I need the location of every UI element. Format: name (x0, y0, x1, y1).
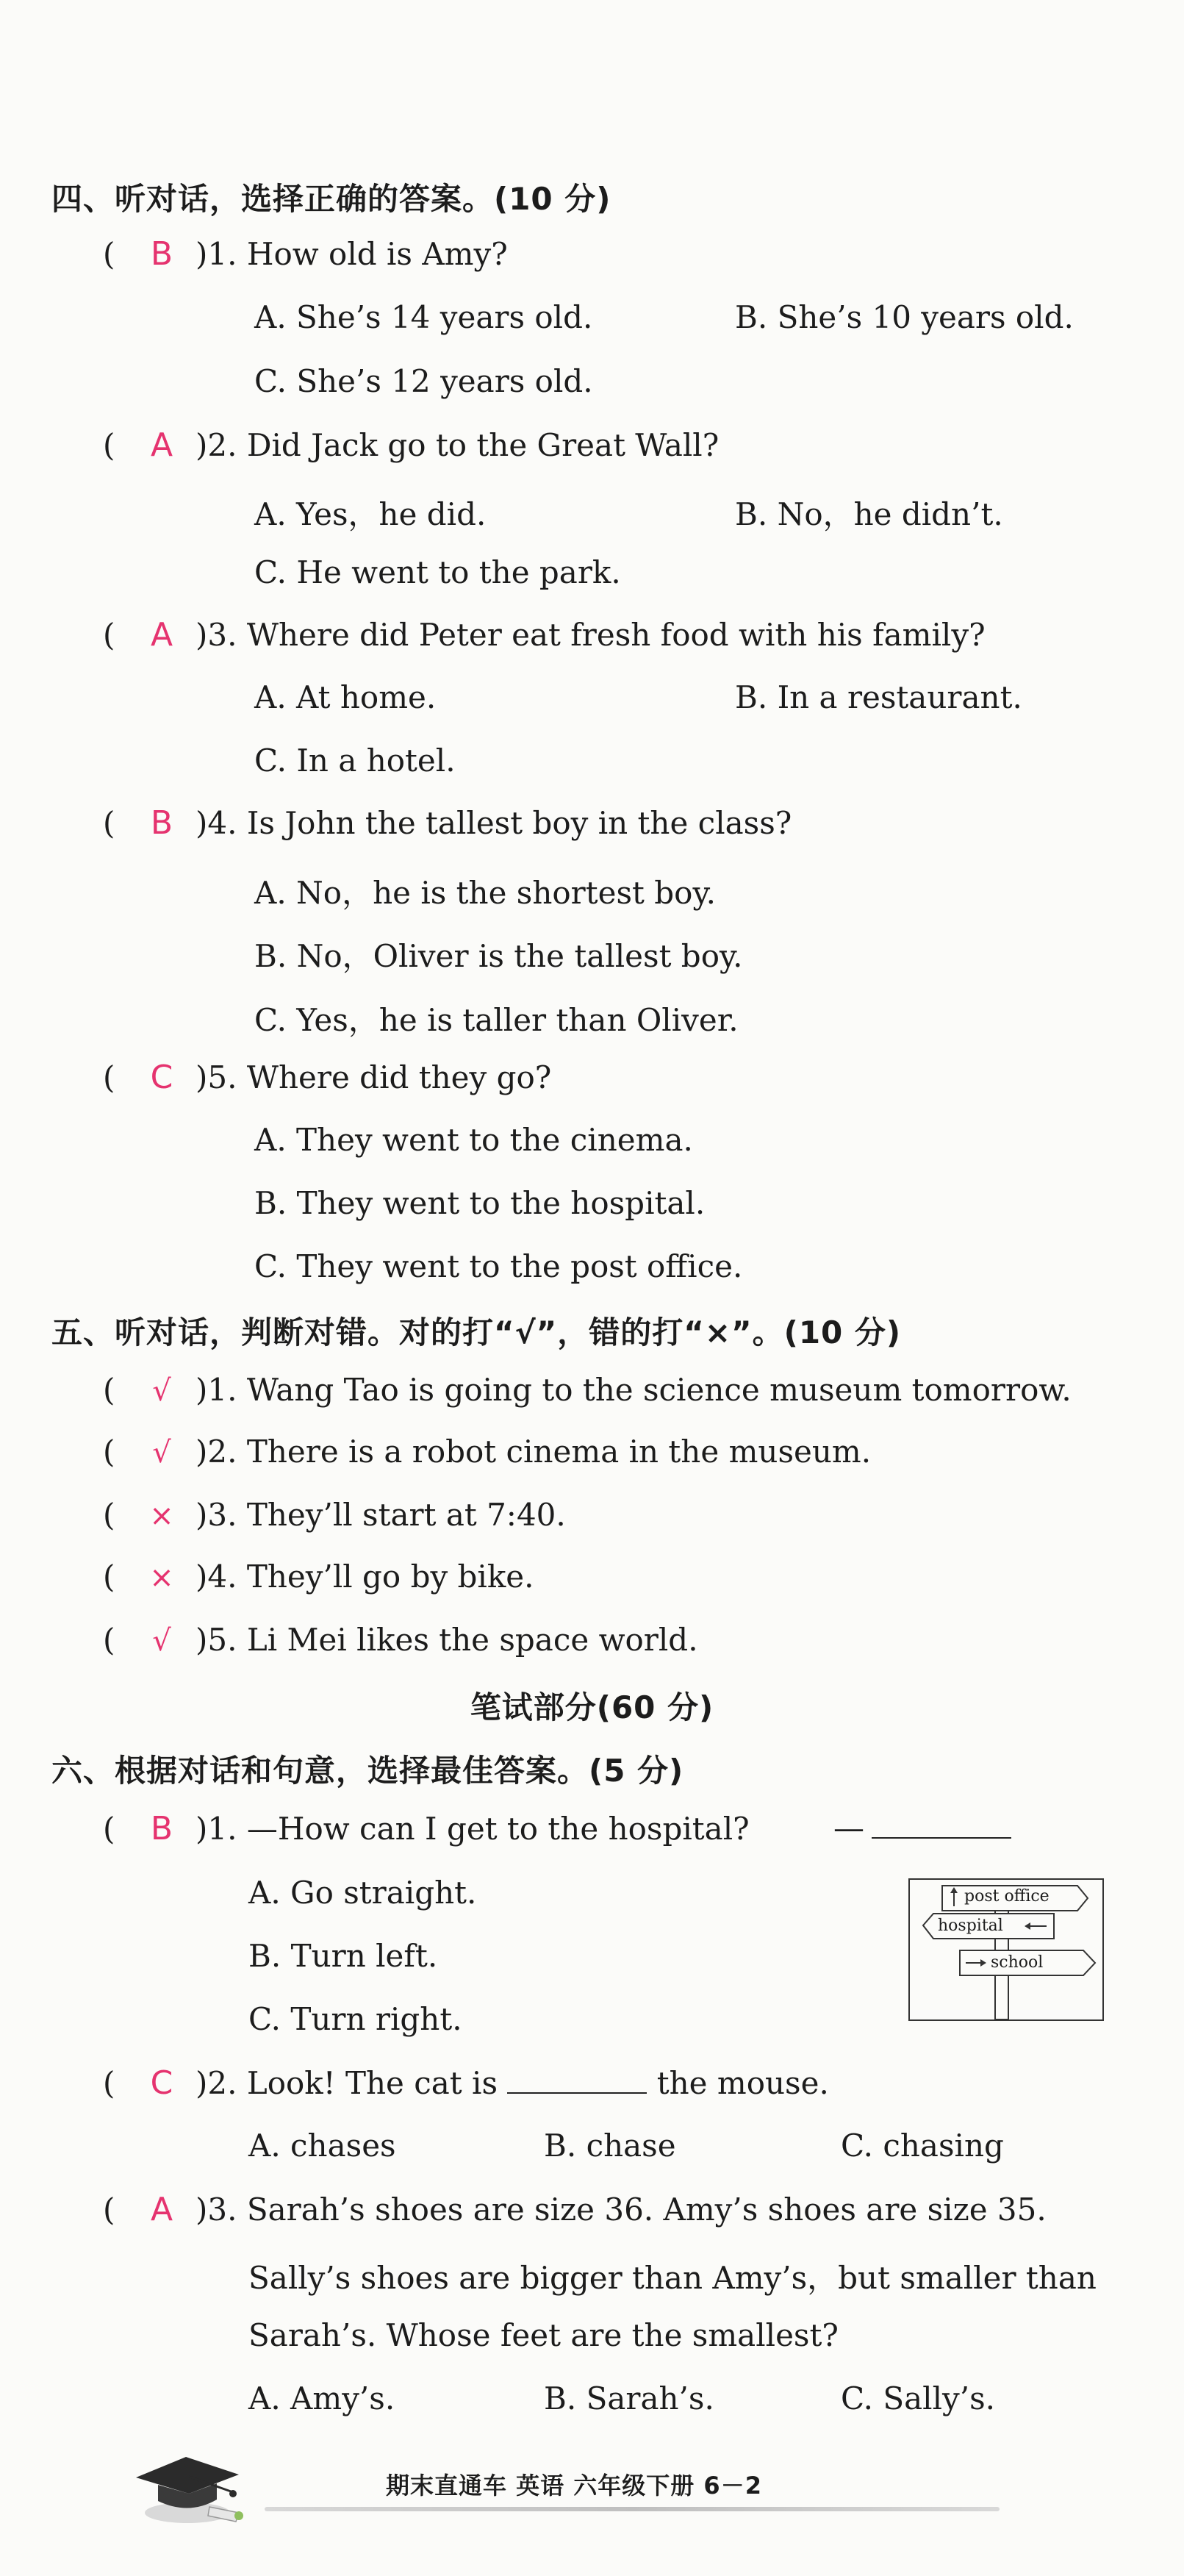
question-text-line-2: Sally’s shoes are bigger than Amy’s，but smaller than (248, 2260, 1097, 2296)
question-4-5: ( C )5. Where did they go? (103, 1059, 552, 1096)
reply-blank: — (833, 1810, 1011, 1846)
option-c: C. He went to the park. (254, 554, 621, 590)
answer-blank (872, 1815, 1011, 1839)
question-text: Where did Peter eat fresh food with his family? (246, 617, 986, 653)
judge-item-5: ( √ )5. Li Mei likes the space world. (103, 1622, 698, 1658)
option-c: C. Turn right. (248, 2001, 462, 2037)
option-a: A. At home. (254, 679, 437, 715)
answer: A (150, 426, 173, 464)
question-number: )5. (195, 1059, 237, 1095)
written-part-title: 笔试部分(60 分) (470, 1689, 714, 1725)
question-number: )2. (195, 1434, 237, 1470)
question-4-1: ( B )1. How old is Amy? (103, 235, 508, 273)
question-text: Did Jack go to the Great Wall? (246, 427, 720, 463)
option-b: B. No，he didn’t. (735, 496, 1003, 532)
section-4-title: 四、听对话，选择正确的答案。(10 分) (51, 181, 611, 217)
section-6-title: 六、根据对话和句意，选择最佳答案。(5 分) (51, 1753, 684, 1789)
option-c: C. chasing (841, 2128, 1004, 2164)
option-c: C. In a hotel. (254, 743, 456, 779)
answer: B (150, 235, 173, 273)
answer: B (150, 804, 173, 842)
section-5-title: 五、听对话，判断对错。对的打“√”，错的打“×”。(10 分) (51, 1314, 902, 1350)
question-number: )2. (195, 427, 237, 463)
option-a: A. They went to the cinema. (254, 1122, 693, 1158)
option-c: C. They went to the post office. (254, 1248, 743, 1284)
question-6-2: ( C )2. Look! The cat is the mouse. (103, 2064, 829, 2102)
question-number: )1. (195, 1811, 237, 1847)
option-b: B. No，Oliver is the tallest boy. (254, 938, 743, 974)
option-a: A. Amy’s. (248, 2380, 395, 2416)
judge-item-2: ( √ )2. There is a robot cinema in the museum. (103, 1434, 872, 1470)
sign-hospital: hospital (938, 1917, 1003, 1935)
option-b: B. She’s 10 years old. (735, 299, 1074, 335)
option-a: A. chases (248, 2128, 396, 2164)
question-number: )5. (195, 1622, 237, 1658)
option-c: C. Sally’s. (841, 2380, 995, 2416)
judge-item-4: ( × )4. They’ll go by bike. (103, 1559, 534, 1595)
question-number: )2. (195, 2065, 237, 2101)
question-text: Is John the tallest boy in the class? (246, 805, 792, 841)
sign-school: school (991, 1953, 1044, 1972)
question-number: )4. (195, 805, 237, 841)
question-number: )4. (195, 1559, 237, 1595)
question-text: How old is Amy? (246, 236, 508, 272)
answer: × (149, 1561, 174, 1595)
question-4-4: ( B )4. Is John the tallest boy in the class? (103, 804, 792, 842)
option-c: C. She’s 12 years old. (254, 363, 593, 399)
question-4-2: ( A )2. Did Jack go to the Great Wall? (103, 426, 720, 464)
question-4-3: ( A )3. Where did Peter eat fresh food with his family? (103, 616, 986, 654)
question-number: )3. (195, 617, 237, 653)
question-text-line-3: Sarah’s. Whose feet are the smallest? (248, 2317, 839, 2353)
option-c: C. Yes，he is taller than Oliver. (254, 1002, 739, 1038)
graduation-cap-icon (129, 2448, 246, 2529)
question-number: )3. (195, 1497, 237, 1533)
question-number: )1. (195, 236, 237, 272)
sign-post-office: post office (964, 1887, 1050, 1906)
judge-item-3: ( × )3. They’ll start at 7:40. (103, 1497, 566, 1533)
option-b: B. In a restaurant. (735, 679, 1022, 715)
option-b: B. Turn left. (248, 1938, 438, 1974)
statement-text: Li Mei likes the space world. (246, 1622, 698, 1658)
option-a: A. She’s 14 years old. (254, 299, 593, 335)
footer-text: 期末直通车 英语 六年级下册 6－2 (386, 2472, 762, 2500)
question-6-1: ( B )1. —How can I get to the hospital? (103, 1810, 750, 1847)
option-a: A. Yes，he did. (254, 496, 487, 532)
question-text-after: the mouse. (656, 2065, 829, 2101)
question-6-3: ( A )3. Sarah’s shoes are size 36. Amy’s shoes are size 35. (103, 2191, 1047, 2228)
option-b: B. chase (544, 2128, 676, 2164)
option-b: B. Sarah’s. (544, 2380, 714, 2416)
page-footer (0, 2448, 1184, 2544)
judge-item-1: ( √ )1. Wang Tao is going to the science museum tomorrow. (103, 1372, 1072, 1408)
footer-divider (265, 2507, 1000, 2511)
answer: √ (152, 1374, 171, 1408)
signpost-diagram (908, 1878, 1104, 2021)
statement-text: Wang Tao is going to the science museum tomorrow. (246, 1372, 1072, 1408)
question-number: )1. (195, 1372, 237, 1408)
statement-text: They’ll go by bike. (246, 1559, 534, 1595)
answer: C (150, 1059, 173, 1096)
option-a: A. No，he is the shortest boy. (254, 875, 716, 911)
answer: A (150, 2191, 173, 2228)
question-text-line-1: Sarah’s shoes are size 36. Amy’s shoes are size 35. (246, 2192, 1047, 2228)
question-text-before: Look! The cat is (246, 2065, 498, 2101)
answer-blank (507, 2070, 647, 2094)
answer: A (150, 616, 173, 654)
answer: √ (152, 1436, 171, 1470)
answer: C (150, 2064, 173, 2102)
answer: √ (152, 1624, 171, 1658)
question-text: —How can I get to the hospital? (246, 1811, 750, 1847)
question-number: )3. (195, 2192, 237, 2228)
option-b: B. They went to the hospital. (254, 1185, 706, 1221)
option-a: A. Go straight. (248, 1875, 477, 1911)
statement-text: There is a robot cinema in the museum. (246, 1434, 872, 1470)
answer: B (150, 1810, 173, 1847)
question-text: Where did they go? (246, 1059, 552, 1095)
statement-text: They’ll start at 7:40. (246, 1497, 566, 1533)
answer: × (149, 1499, 174, 1533)
